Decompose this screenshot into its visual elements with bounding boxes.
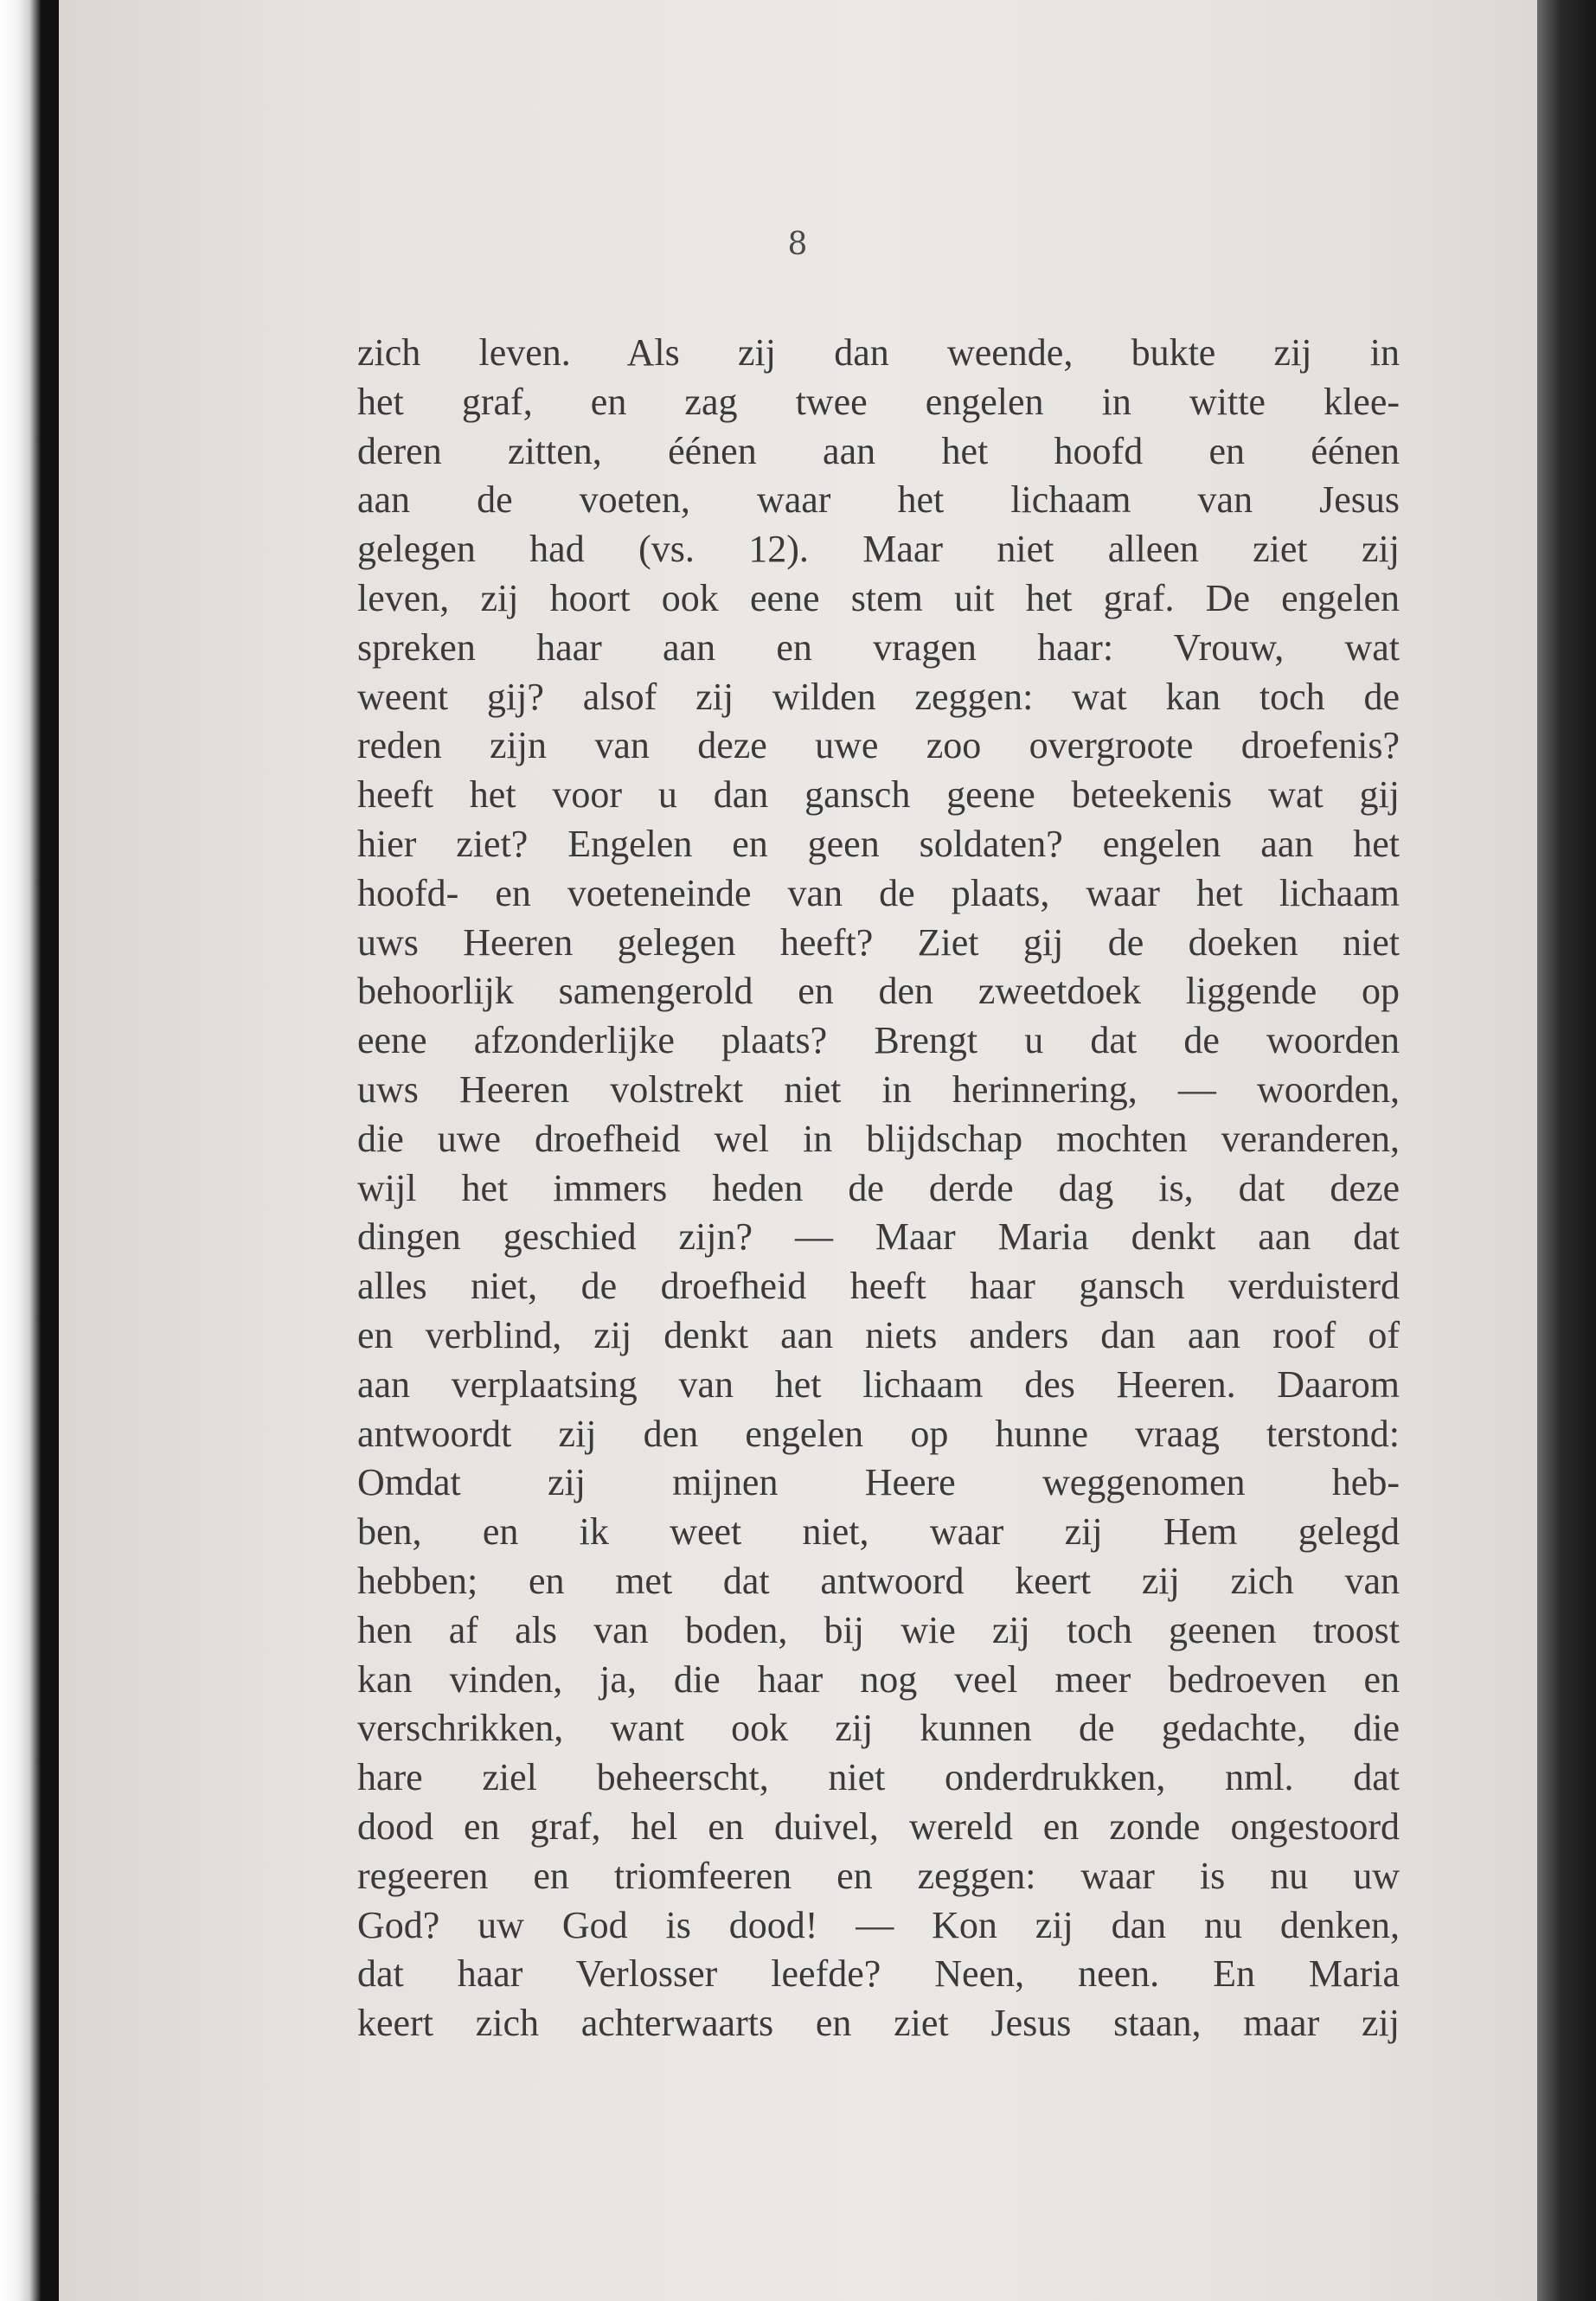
text-line: aan de voeten, waar het lichaam van Jesus <box>357 478 1400 522</box>
binding-edge <box>0 0 59 2301</box>
text-line: ben, en ik weet niet, waar zij Hem gelegd <box>357 1510 1400 1554</box>
text-line: God? uw God is dood! — Kon zij dan nu denken, <box>357 1903 1400 1946</box>
text-line: hoofd- en voeteneinde van de plaats, waar het lichaam <box>357 871 1400 914</box>
text-line: eene afzonderlijke plaats? Brengt u dat de woorden <box>357 1019 1400 1062</box>
text-line: antwoordt zij den engelen op hunne vraag terstond: <box>357 1412 1400 1455</box>
text-line: weent gij? alsof zij wilden zeggen: wat kan toch de <box>357 675 1400 718</box>
text-line: behoorlijk samengerold en den zweetdoek liggende op <box>357 970 1400 1013</box>
text-line: heeft het voor u dan gansch geene beteekenis wat gij <box>357 773 1400 817</box>
text-line: leven, zij hoort ook eene stem uit het graf. De engelen <box>357 576 1400 619</box>
text-line: dingen geschied zijn? — Maar Maria denkt aan dat <box>357 1215 1400 1259</box>
text-line: aan verplaatsing van het lichaam des Heeren. Daarom <box>357 1362 1400 1406</box>
body-text <box>357 329 1400 2048</box>
text-line: wijl het immers heden de derde dag is, dat deze <box>357 1166 1400 1209</box>
text-line: hebben; en met dat antwoord keert zij zich van <box>357 1559 1400 1602</box>
text-line: en verblind, zij denkt aan niets anders dan aan roof of <box>357 1313 1400 1356</box>
text-line: gelegen had (vs. 12). Maar niet alleen ziet zij <box>357 528 1400 571</box>
text-line: hen af als van boden, bij wie zij toch geenen troost <box>357 1608 1400 1651</box>
text-line: keert zich achterwaarts en ziet Jesus staan, maar zij <box>357 2002 1400 2045</box>
text-line: Omdat zij mijnen Heere weggenomen heb- <box>357 1461 1400 1504</box>
text-line: reden zijn van deze uwe zoo overgroote droefenis? <box>357 724 1400 767</box>
scan-margin <box>1537 0 1596 2301</box>
text-line: spreken haar aan en vragen haar: Vrouw, wat <box>357 625 1400 669</box>
text-line: die uwe droefheid wel in blijdschap mochten veranderen, <box>357 1117 1400 1160</box>
text-line: dood en graf, hel en duivel, wereld en zonde ongestoord <box>357 1804 1400 1848</box>
text-line: hare ziel beheerscht, niet onderdrukken, nml. dat <box>357 1756 1400 1799</box>
text-line: verschrikken, want ook zij kunnen de gedachte, die <box>357 1707 1400 1750</box>
text-line: dat haar Verlosser leefde? Neen, neen. En Maria <box>357 1952 1400 1996</box>
text-line: regeeren en triomfeeren en zeggen: waar is nu uw <box>357 1854 1400 1897</box>
text-line: alles niet, de droefheid heeft haar gansch verduisterd <box>357 1265 1400 1308</box>
text-line: deren zitten, éénen aan het hoofd en éénen <box>357 429 1400 472</box>
page-number: 8 <box>787 227 809 262</box>
text-line: hier ziet? Engelen en geen soldaten? engelen aan het <box>357 822 1400 865</box>
text-line: uws Heeren volstrekt niet in herinnering, — woorden, <box>357 1067 1400 1111</box>
text-line: uws Heeren gelegen heeft? Ziet gij de doeken niet <box>357 920 1400 964</box>
text-line: kan vinden, ja, die haar nog veel meer bedroeven en <box>357 1657 1400 1701</box>
text-line: zich leven. Als zij dan weende, bukte zij in <box>357 331 1400 374</box>
text-line: het graf, en zag twee engelen in witte klee- <box>357 380 1400 423</box>
